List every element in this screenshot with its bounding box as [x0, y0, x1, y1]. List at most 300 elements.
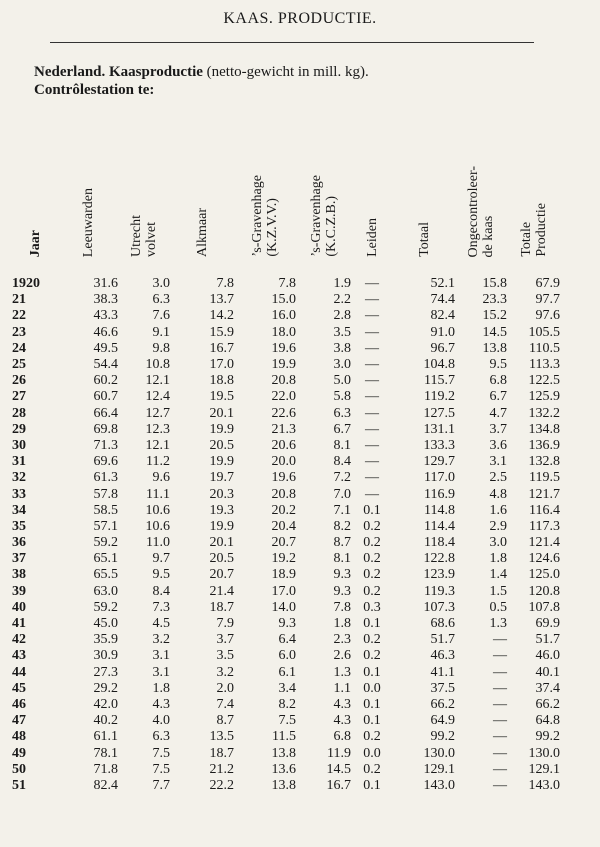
value-cell: 113.3	[529, 357, 560, 373]
year-cell: 1920	[12, 276, 40, 292]
value-cell: 20.7	[271, 535, 296, 551]
value-cell: 122.8	[423, 551, 455, 567]
value-cell: 71.8	[93, 761, 118, 777]
value-cell: 21.2	[209, 761, 234, 777]
value-cell: 119.3	[424, 583, 455, 599]
value-cell: 132.2	[528, 405, 560, 421]
value-cell: 7.2	[333, 470, 351, 486]
value-cell: 46.0	[535, 648, 560, 664]
value-cell: 105.5	[528, 324, 560, 340]
value-cell: 3.2	[152, 632, 170, 648]
value-cell: 3.1	[152, 664, 170, 680]
value-cell: 6.3	[152, 729, 170, 745]
value-cell: 119.2	[424, 389, 455, 405]
value-cell: 41.1	[430, 664, 455, 680]
value-cell: 3.1	[152, 648, 170, 664]
value-cell: 3.7	[489, 421, 507, 437]
year-cell: 27	[12, 389, 26, 405]
value-cell: 125.9	[528, 389, 560, 405]
value-cell: 19.9	[209, 421, 234, 437]
table-row	[12, 567, 560, 583]
table-row	[12, 406, 560, 422]
value-cell: 3.6	[489, 437, 507, 453]
value-cell: 0.1	[363, 696, 381, 712]
value-cell: —	[365, 405, 379, 421]
value-cell: 3.5	[333, 324, 351, 340]
value-cell: 124.6	[528, 551, 560, 567]
value-cell: 37.4	[535, 680, 560, 696]
value-cell: 4.3	[333, 696, 351, 712]
value-cell: 22.0	[271, 389, 296, 405]
value-cell: 64.8	[535, 713, 560, 729]
value-cell: 12.7	[145, 405, 170, 421]
value-cell: 5.0	[333, 373, 351, 389]
table-row	[12, 292, 560, 308]
value-cell: 91.0	[430, 324, 455, 340]
cheese-production-table	[12, 112, 560, 794]
value-cell: 143.0	[423, 777, 455, 793]
value-cell: 13.8	[271, 777, 296, 793]
value-cell: 7.8	[216, 276, 234, 292]
table-row	[12, 535, 560, 551]
value-cell: 4.7	[489, 405, 507, 421]
value-cell: 6.7	[489, 389, 507, 405]
year-cell: 24	[12, 340, 26, 356]
value-cell: 99.2	[535, 729, 560, 745]
value-cell: 4.3	[333, 713, 351, 729]
value-cell: 51.7	[430, 632, 455, 648]
value-cell: —	[365, 389, 379, 405]
value-cell: 129.7	[423, 454, 455, 470]
year-cell: 43	[12, 648, 26, 664]
value-cell: 18.9	[271, 567, 296, 583]
value-cell: 19.6	[271, 340, 296, 356]
value-cell: 22.2	[209, 777, 234, 793]
value-cell: 19.3	[209, 502, 234, 518]
header-rule	[50, 42, 534, 43]
value-cell: 16.7	[326, 777, 351, 793]
value-cell: 7.0	[333, 486, 351, 502]
value-cell: 121.4	[528, 535, 560, 551]
value-cell: 3.4	[278, 680, 296, 696]
value-cell: 0.0	[363, 745, 381, 761]
value-cell: 129.1	[423, 761, 455, 777]
value-cell: —	[493, 729, 507, 745]
value-cell: 19.9	[209, 518, 234, 534]
value-cell: 3.0	[152, 276, 170, 292]
value-cell: 64.9	[430, 713, 455, 729]
value-cell: 6.4	[278, 632, 296, 648]
value-cell: 117.0	[424, 470, 455, 486]
value-cell: 3.7	[216, 632, 234, 648]
value-cell: 2.2	[333, 292, 351, 308]
value-cell: 68.6	[430, 616, 455, 632]
value-cell: 6.8	[333, 729, 351, 745]
column-header-alkmaar: Alkmaar	[194, 208, 210, 257]
table-row	[12, 389, 560, 405]
value-cell: 0.2	[363, 567, 381, 583]
value-cell: 122.5	[528, 373, 560, 389]
value-cell: 7.1	[333, 502, 351, 518]
value-cell: 131.1	[423, 421, 455, 437]
table-row	[12, 616, 560, 632]
year-cell: 30	[12, 437, 26, 453]
value-cell: 117.3	[529, 518, 560, 534]
value-cell: 0.2	[363, 761, 381, 777]
value-cell: 0.1	[363, 713, 381, 729]
value-cell: 0.0	[363, 680, 381, 696]
value-cell: 2.8	[333, 308, 351, 324]
value-cell: 8.2	[278, 696, 296, 712]
value-cell: 78.1	[93, 745, 118, 761]
table-row	[12, 470, 560, 486]
value-cell: 125.0	[528, 567, 560, 583]
value-cell: —	[365, 276, 379, 292]
value-cell: 12.3	[145, 421, 170, 437]
value-cell: 1.8	[333, 616, 351, 632]
value-cell: 6.1	[278, 664, 296, 680]
table-row	[12, 308, 560, 324]
value-cell: 2.9	[489, 518, 507, 534]
value-cell: 45.0	[93, 616, 118, 632]
table-row	[12, 551, 560, 567]
value-cell: 15.2	[482, 308, 507, 324]
value-cell: 8.7	[216, 713, 234, 729]
value-cell: 5.8	[333, 389, 351, 405]
value-cell: 46.3	[430, 648, 455, 664]
value-cell: 6.3	[152, 292, 170, 308]
value-cell: 59.2	[93, 535, 118, 551]
value-cell: 20.5	[209, 551, 234, 567]
value-cell: 8.1	[333, 551, 351, 567]
value-cell: —	[365, 421, 379, 437]
value-cell: 22.6	[271, 405, 296, 421]
table-row	[12, 274, 560, 292]
value-cell: 7.8	[278, 276, 296, 292]
page-header-title: KAAS. PRODUCTIE.	[223, 10, 377, 27]
table-row	[12, 778, 560, 794]
value-cell: 6.8	[489, 373, 507, 389]
value-cell: 23.3	[482, 292, 507, 308]
value-cell: 18.0	[271, 324, 296, 340]
value-cell: 13.8	[271, 745, 296, 761]
value-cell: 143.0	[528, 777, 560, 793]
value-cell: 8.4	[152, 583, 170, 599]
value-cell: —	[365, 470, 379, 486]
value-cell: 104.8	[423, 357, 455, 373]
value-cell: 20.1	[209, 535, 234, 551]
table-body	[12, 274, 560, 794]
value-cell: 119.5	[529, 470, 560, 486]
value-cell: 8.2	[333, 518, 351, 534]
value-cell: 20.2	[271, 502, 296, 518]
value-cell: 61.1	[93, 729, 118, 745]
table-row	[12, 519, 560, 535]
value-cell: 132.8	[528, 454, 560, 470]
value-cell: 14.0	[271, 599, 296, 615]
value-cell: 52.1	[430, 276, 455, 292]
value-cell: 116.4	[529, 502, 560, 518]
value-cell: 3.1	[489, 454, 507, 470]
value-cell: 9.3	[333, 583, 351, 599]
value-cell: —	[493, 680, 507, 696]
value-cell: 0.1	[363, 502, 381, 518]
value-cell: 127.5	[423, 405, 455, 421]
value-cell: 19.7	[209, 470, 234, 486]
value-cell: 20.7	[209, 567, 234, 583]
year-cell: 49	[12, 745, 26, 761]
value-cell: 97.7	[535, 292, 560, 308]
value-cell: 6.7	[333, 421, 351, 437]
value-cell: 1.8	[489, 551, 507, 567]
year-cell: 31	[12, 454, 26, 470]
value-cell: 7.5	[278, 713, 296, 729]
column-header-gravenhage-kczb: ’s-Gravenhage (K.C.Z.B.)	[308, 175, 339, 257]
value-cell: 9.3	[278, 616, 296, 632]
value-cell: 107.8	[528, 599, 560, 615]
header-row	[12, 112, 560, 274]
table-row	[12, 438, 560, 454]
value-cell: 15.0	[271, 292, 296, 308]
value-cell: 13.8	[482, 340, 507, 356]
value-cell: 1.5	[489, 583, 507, 599]
year-cell: 50	[12, 761, 26, 777]
value-cell: 1.4	[489, 567, 507, 583]
value-cell: 8.4	[333, 454, 351, 470]
value-cell: 0.2	[363, 551, 381, 567]
value-cell: —	[365, 357, 379, 373]
value-cell: 107.3	[423, 599, 455, 615]
value-cell: —	[365, 454, 379, 470]
value-cell: 37.5	[430, 680, 455, 696]
value-cell: 16.7	[209, 340, 234, 356]
value-cell: —	[493, 745, 507, 761]
year-cell: 48	[12, 729, 26, 745]
value-cell: 8.1	[333, 437, 351, 453]
value-cell: 9.6	[152, 470, 170, 486]
table-row	[12, 665, 560, 681]
value-cell: 71.3	[93, 437, 118, 453]
value-cell: 35.9	[93, 632, 118, 648]
table-row	[12, 600, 560, 616]
value-cell: 0.2	[363, 648, 381, 664]
caption-rest: (netto-gewicht in mill. kg).	[202, 64, 369, 80]
value-cell: 17.0	[209, 357, 234, 373]
value-cell: 11.0	[146, 535, 170, 551]
year-cell: 51	[12, 777, 26, 793]
value-cell: —	[365, 292, 379, 308]
value-cell: 97.6	[535, 308, 560, 324]
value-cell: 20.6	[271, 437, 296, 453]
value-cell: 66.2	[430, 696, 455, 712]
value-cell: 46.6	[93, 324, 118, 340]
value-cell: —	[493, 696, 507, 712]
value-cell: 14.2	[209, 308, 234, 324]
table-row	[12, 357, 560, 373]
value-cell: 114.4	[424, 518, 455, 534]
table-row	[12, 745, 560, 761]
value-cell: 2.6	[333, 648, 351, 664]
caption-line2: Contrôlestation te:	[34, 82, 155, 98]
year-cell: 41	[12, 616, 26, 632]
year-cell: 47	[12, 713, 26, 729]
value-cell: 66.4	[93, 405, 118, 421]
column-header-totaal: Totaal	[416, 222, 432, 257]
value-cell: 110.5	[529, 340, 560, 356]
value-cell: 134.8	[528, 421, 560, 437]
year-cell: 28	[12, 405, 26, 421]
value-cell: 13.5	[209, 729, 234, 745]
value-cell: 69.8	[93, 421, 118, 437]
value-cell: 96.7	[430, 340, 455, 356]
year-cell: 37	[12, 551, 26, 567]
value-cell: 133.3	[423, 437, 455, 453]
value-cell: 9.5	[489, 357, 507, 373]
column-header-gravenhage-kzvv: ’s-Gravenhage (K.Z.V.V.)	[250, 175, 280, 257]
value-cell: 0.3	[363, 599, 381, 615]
value-cell: 14.5	[326, 761, 351, 777]
column-header-utrecht: Utrecht volvet	[129, 215, 159, 257]
year-cell: 35	[12, 518, 26, 534]
column-header-totale-productie: Totale Productie	[518, 203, 549, 257]
value-cell: 19.9	[209, 454, 234, 470]
value-cell: 7.5	[152, 745, 170, 761]
caption-bold: Nederland. Kaasproductie	[34, 64, 203, 80]
value-cell: 14.5	[482, 324, 507, 340]
value-cell: 129.1	[528, 761, 560, 777]
year-cell: 32	[12, 470, 26, 486]
value-cell: 82.4	[93, 777, 118, 793]
value-cell: 2.0	[216, 680, 234, 696]
year-cell: 26	[12, 373, 26, 389]
value-cell: 4.3	[152, 696, 170, 712]
value-cell: 1.8	[152, 680, 170, 696]
year-cell: 21	[12, 292, 26, 308]
value-cell: 7.6	[152, 308, 170, 324]
value-cell: 16.0	[271, 308, 296, 324]
value-cell: 11.2	[146, 454, 170, 470]
value-cell: —	[365, 437, 379, 453]
value-cell: 130.0	[423, 745, 455, 761]
value-cell: 67.9	[535, 276, 560, 292]
value-cell: 11.1	[146, 486, 170, 502]
table-row	[12, 697, 560, 713]
value-cell: —	[493, 648, 507, 664]
table-row	[12, 325, 560, 341]
value-cell: 20.5	[209, 437, 234, 453]
year-cell: 34	[12, 502, 26, 518]
year-cell: 33	[12, 486, 26, 502]
value-cell: 20.4	[271, 518, 296, 534]
table-row	[12, 486, 560, 502]
value-cell: 120.8	[528, 583, 560, 599]
value-cell: 121.7	[528, 486, 560, 502]
value-cell: 0.1	[363, 777, 381, 793]
value-cell: 3.8	[333, 340, 351, 356]
value-cell: 7.5	[152, 761, 170, 777]
value-cell: 9.5	[152, 567, 170, 583]
value-cell: 0.2	[363, 535, 381, 551]
value-cell: —	[493, 632, 507, 648]
value-cell: 12.1	[145, 373, 170, 389]
value-cell: 2.3	[333, 632, 351, 648]
value-cell: 11.9	[327, 745, 351, 761]
year-cell: 25	[12, 357, 26, 373]
value-cell: 9.7	[152, 551, 170, 567]
value-cell: 3.0	[489, 535, 507, 551]
year-cell: 45	[12, 680, 26, 696]
value-cell: 1.1	[333, 680, 351, 696]
value-cell: —	[365, 486, 379, 502]
value-cell: 19.2	[271, 551, 296, 567]
value-cell: 136.9	[528, 437, 560, 453]
value-cell: 18.8	[209, 373, 234, 389]
value-cell: 82.4	[430, 308, 455, 324]
value-cell: 0.2	[363, 583, 381, 599]
value-cell: 8.7	[333, 535, 351, 551]
value-cell: 21.3	[271, 421, 296, 437]
year-cell: 29	[12, 421, 26, 437]
value-cell: 49.5	[93, 340, 118, 356]
value-cell: 1.3	[333, 664, 351, 680]
value-cell: 42.0	[93, 696, 118, 712]
value-cell: 65.1	[93, 551, 118, 567]
value-cell: 7.3	[152, 599, 170, 615]
value-cell: 10.8	[145, 357, 170, 373]
value-cell: 21.4	[209, 583, 234, 599]
column-header-ongecontroleerde: Ongecontroleer- de kaas	[466, 165, 496, 257]
value-cell: 31.6	[93, 276, 118, 292]
value-cell: 123.9	[423, 567, 455, 583]
year-cell: 36	[12, 535, 26, 551]
value-cell: 9.1	[152, 324, 170, 340]
value-cell: 11.5	[272, 729, 296, 745]
table-row	[12, 729, 560, 745]
year-cell: 40	[12, 599, 26, 615]
value-cell: 40.2	[93, 713, 118, 729]
table-row	[12, 503, 560, 519]
year-cell: 39	[12, 583, 26, 599]
table-row	[12, 373, 560, 389]
value-cell: 20.8	[271, 373, 296, 389]
value-cell: 9.3	[333, 567, 351, 583]
column-header-leeuwarden: Leeuwarden	[80, 187, 96, 257]
value-cell: 3.2	[216, 664, 234, 680]
value-cell: 18.7	[209, 745, 234, 761]
value-cell: 12.4	[145, 389, 170, 405]
value-cell: 69.9	[535, 616, 560, 632]
value-cell: 0.5	[489, 599, 507, 615]
value-cell: 0.1	[363, 616, 381, 632]
year-cell: 42	[12, 632, 26, 648]
value-cell: 10.6	[145, 502, 170, 518]
value-cell: 99.2	[430, 729, 455, 745]
value-cell: 63.0	[93, 583, 118, 599]
year-cell: 46	[12, 696, 26, 712]
value-cell: 15.9	[209, 324, 234, 340]
value-cell: 20.3	[209, 486, 234, 502]
value-cell: 19.9	[271, 357, 296, 373]
value-cell: 4.0	[152, 713, 170, 729]
value-cell: 61.3	[93, 470, 118, 486]
value-cell: 17.0	[271, 583, 296, 599]
value-cell: 10.6	[145, 518, 170, 534]
value-cell: 57.1	[93, 518, 118, 534]
column-header-jaar: Jaar	[27, 229, 43, 257]
value-cell: 0.2	[363, 729, 381, 745]
value-cell: 58.5	[93, 502, 118, 518]
value-cell: 43.3	[93, 308, 118, 324]
